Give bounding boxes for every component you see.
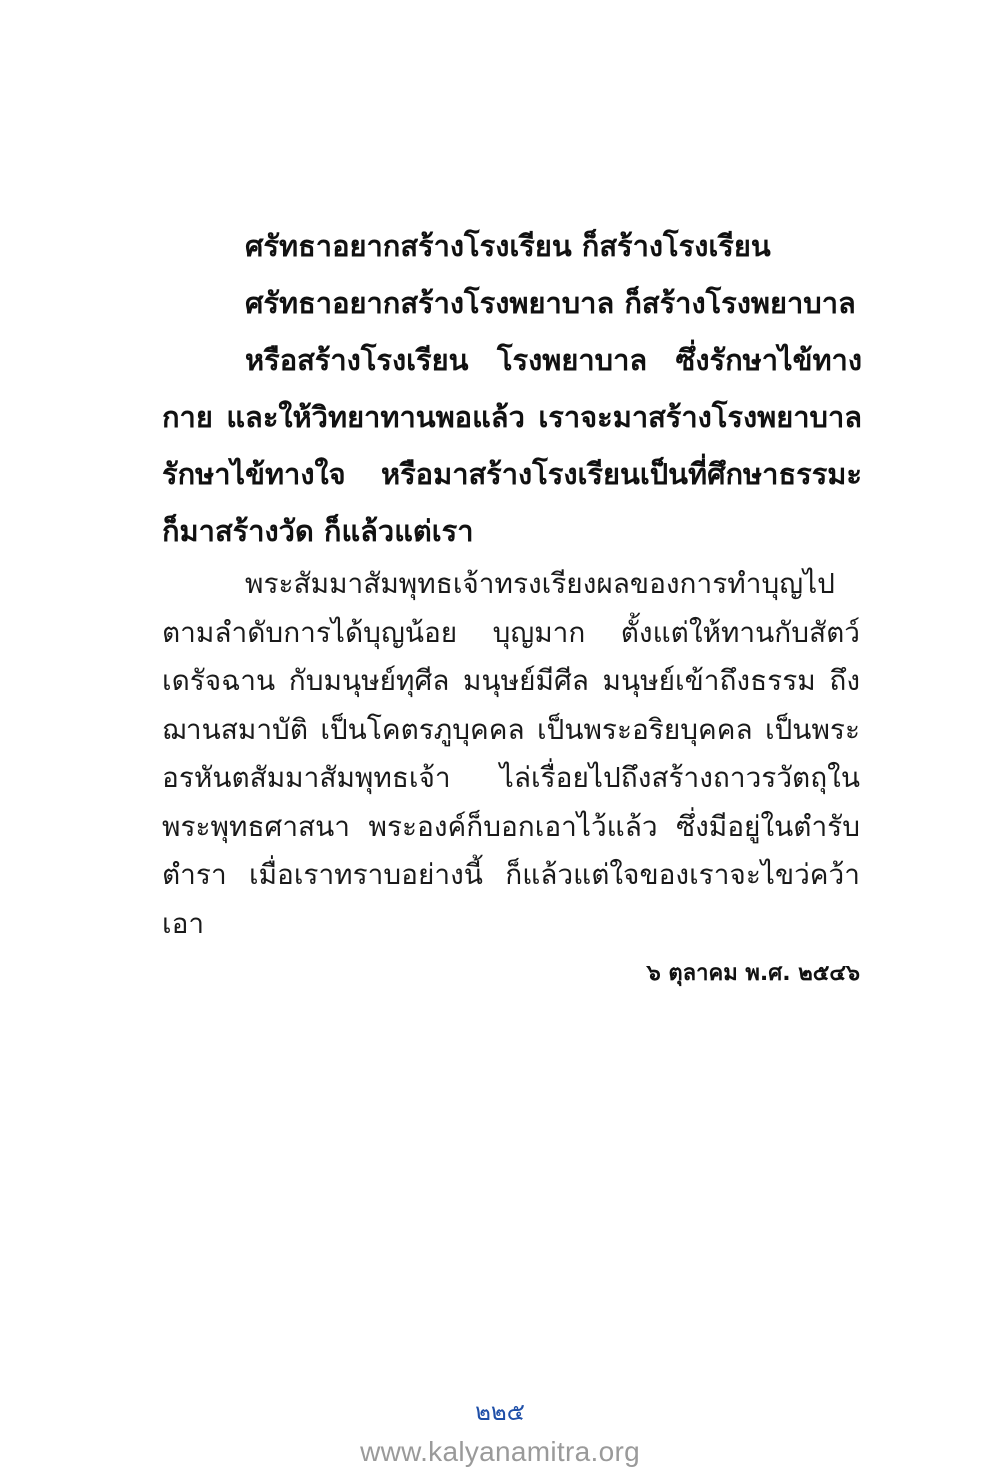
date-line: ๖ ตุลาคม พ.ศ. ๒๕๔๖: [646, 961, 860, 986]
body-paragraph: พระสัมมาสัมพุทธเจ้าทรงเรียงผลของการทำบุญไปตามลำดับการได้บุญน้อย บุญมาก ตั้งแต่ให้ทานกับสัตว์เดรัจฉาน กับมนุษย์ทุศีล มนุษย์มีศีล มนุษย์เข้าถึงธรรม ถึงฌานสมาบัติ เป็นโคตรภูบุคคล เป็นพระอริยบุคคล เป็นพระอรหันตสัมมาสัมพุทธเจ้า ไล่เรื่อยไปถึงสร้างถาวรวัตถุในพระพุทธศาสนา พระองค์ก็บอกเอาไว้แล้ว ซึ่งมีอยู่ในตำรับตำรา เมื่อเราทราบอย่างนี้ ก็แล้วแต่ใจของเราจะไขว่คว้าเอา: [162, 567, 860, 940]
website-footer: www.kalyanamitra.org: [360, 1436, 640, 1467]
bold-line-2: ศรัทธาอยากสร้างโรงพยาบาล ก็สร้างโรงพยาบาล: [245, 286, 856, 320]
bold-line-1: ศรัทธาอยากสร้างโรงเรียน ก็สร้างโรงเรียน: [245, 229, 771, 263]
bold-paragraph: หรือสร้างโรงเรียน โรงพยาบาล ซึ่งรักษาไข้ทางกาย และให้วิทยาทานพอแล้ว เราจะมาสร้างโรงพยาบาลรักษาไข้ทางใจ หรือมาสร้างโรงเรียนเป็นที่ศึกษาธรรมะ ก็มาสร้างวัด ก็แล้วแต่เรา: [162, 343, 862, 548]
bold-text-block: [162, 218, 862, 560]
page-number: ๒๒๕: [475, 1398, 525, 1426]
